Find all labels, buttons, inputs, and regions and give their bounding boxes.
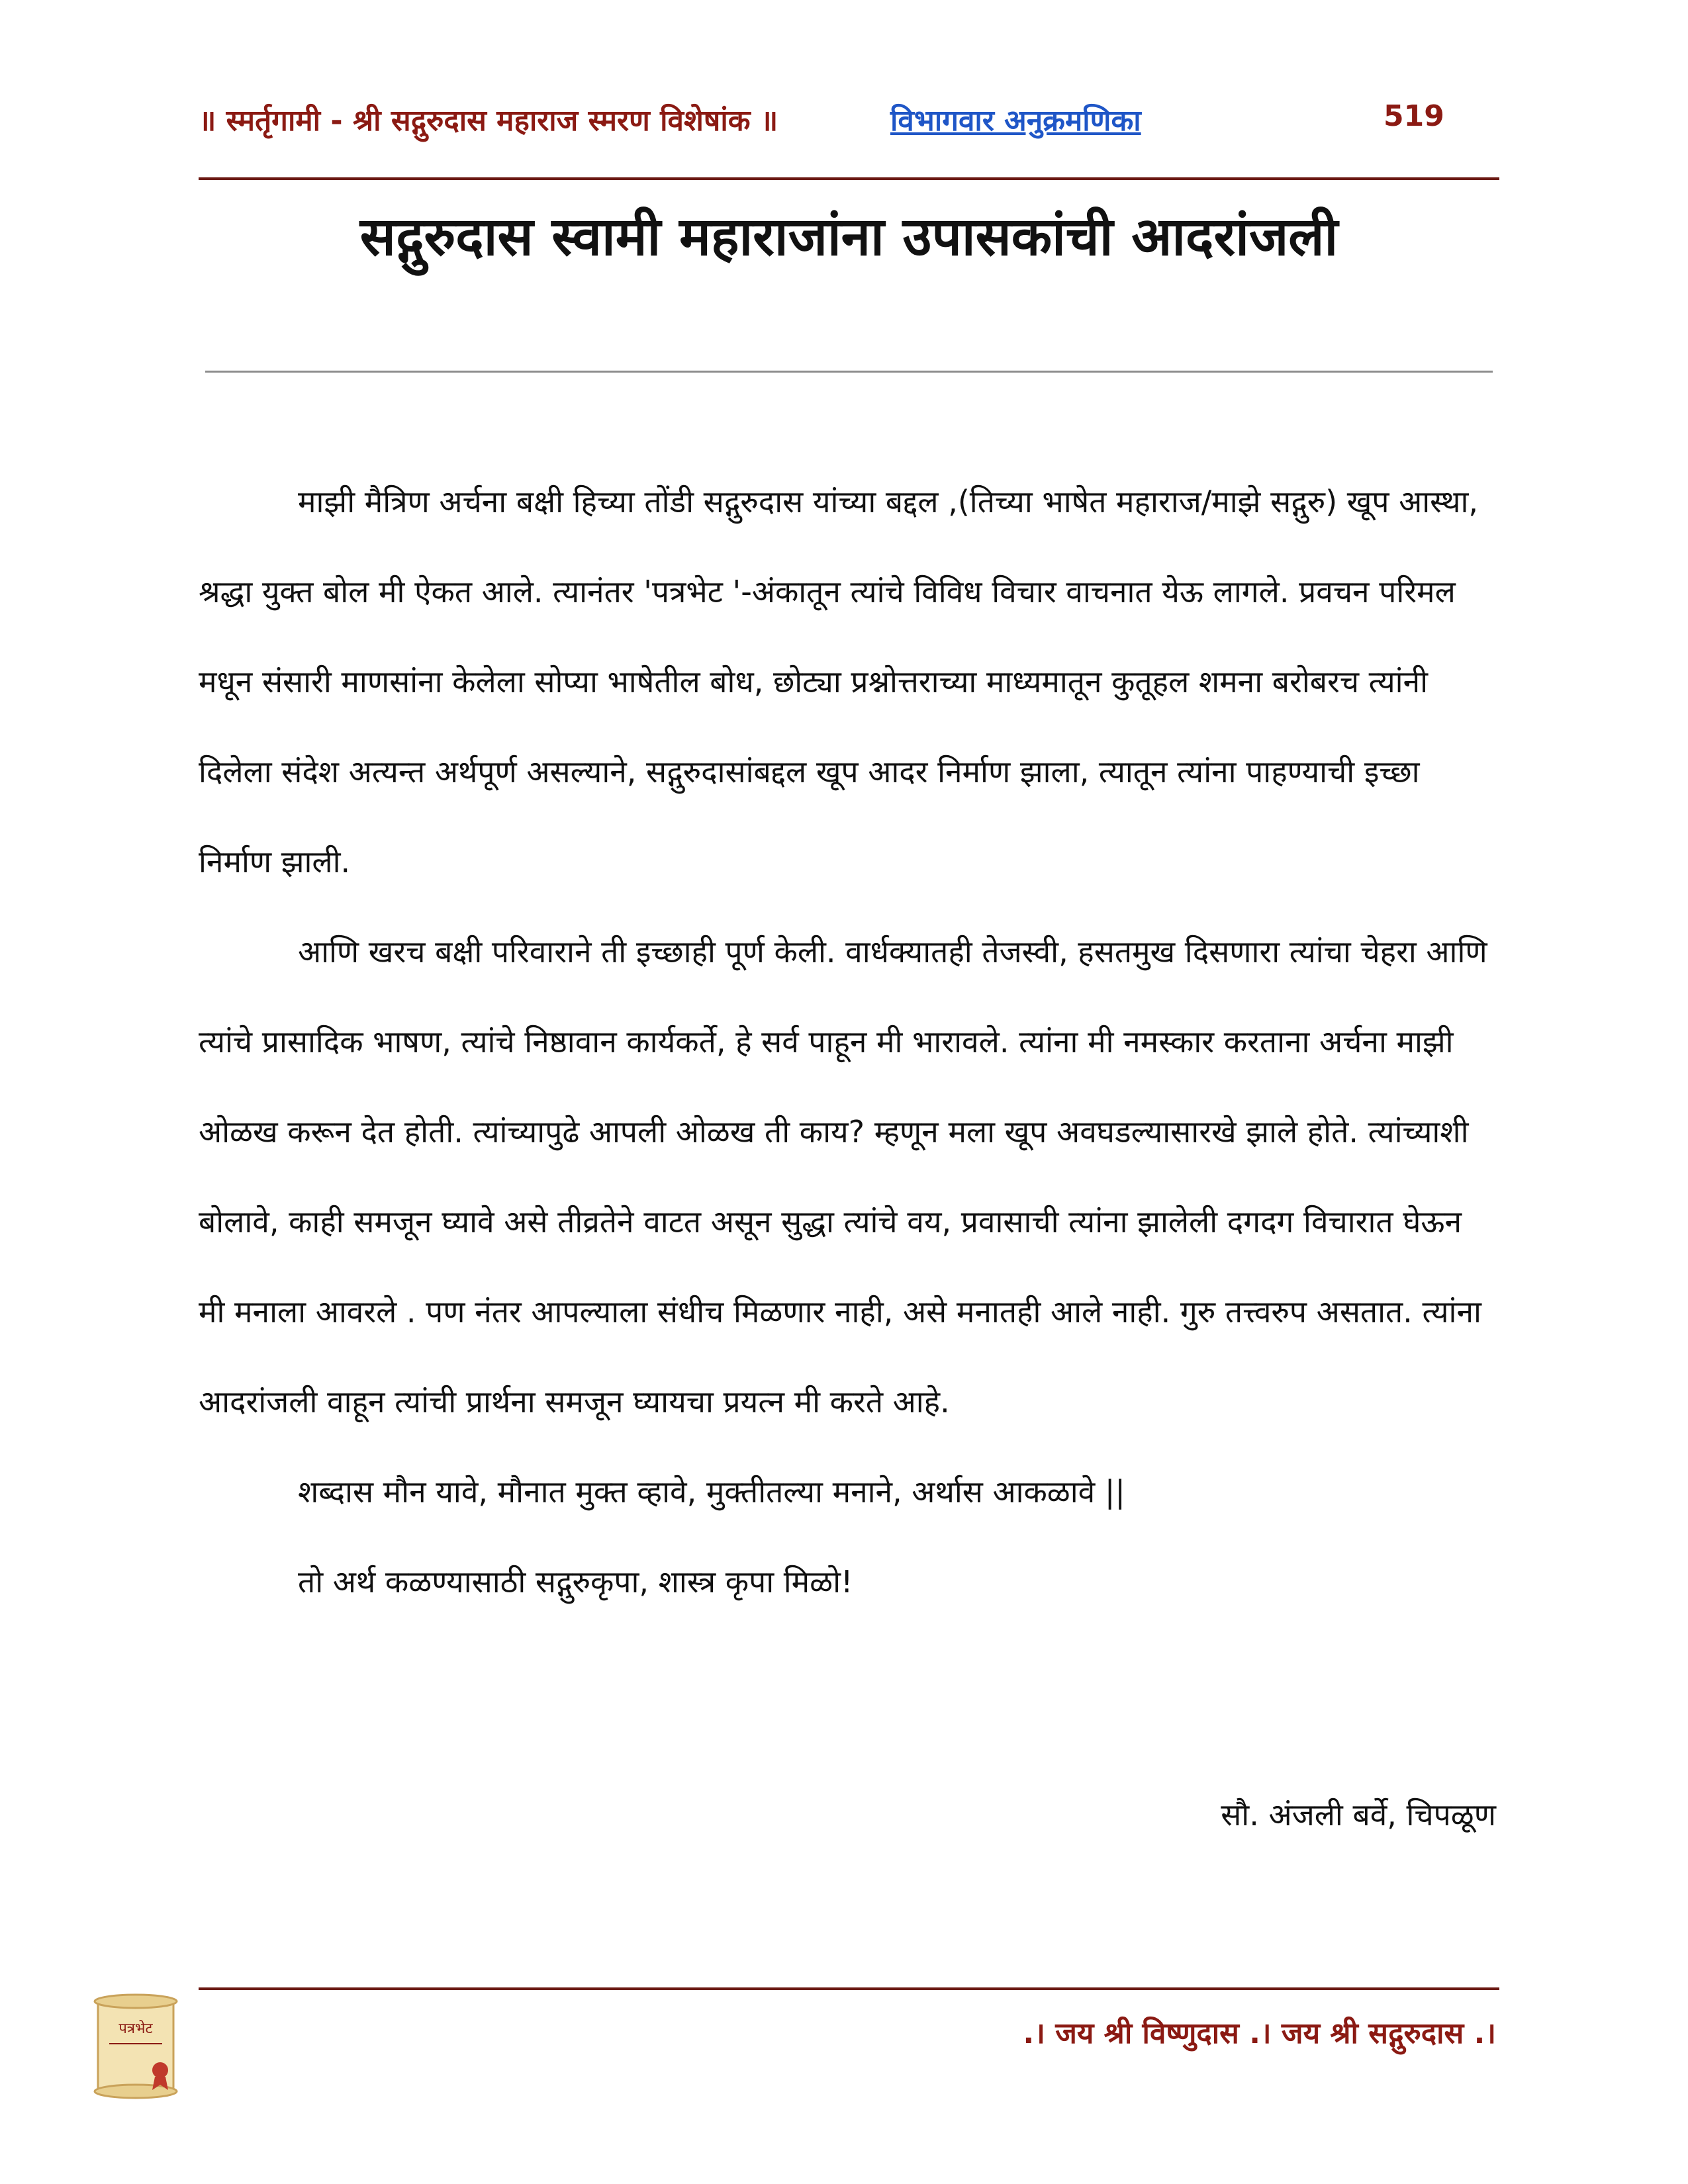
article-body: [199, 457, 1496, 1627]
article-title: सद्गुरुदास स्वामी महाराजांना उपासकांची आदरांजली: [359, 206, 1338, 267]
header-divider: [199, 177, 1499, 180]
logo-text: पत्रभेट: [118, 2021, 153, 2037]
footer-divider: [199, 1987, 1499, 1990]
section-index-link[interactable]: विभागवार अनुक्रमणिका: [890, 104, 1141, 138]
verse-line: शब्दास मौन यावे, मौनात मुक्त व्हावे, मुक्तीतल्या मनाने, अर्थास आकळावे ||: [298, 1474, 1125, 1510]
closing-line: तो अर्थ कळण्यासाठी सद्गुरुकृपा, शास्त्र कृपा मिळो!: [298, 1564, 853, 1600]
page-header: [199, 99, 1496, 152]
paragraph-1: माझी मैत्रिण अर्चना बक्षी हिच्या तोंडी सद्गुरुदास यांच्या बद्दल ,(तिच्या भाषेत महाराज/माझे सद्गुरु) खूप आस्था, श्रद्धा युक्त बोल मी ऐकत आले. त्यानंतर 'पत्रभेट '-अंकातून त्यांचे विविध विचार वाचनात येऊ लागले. प्रवचन परिमल मधून संसारी माणसांना केलेला सोप्या भाषेतील बोध, छोट्या प्रश्नोत्तराच्या माध्यमातून कुतूहल शमना बरोबरच त्यांनी दिलेला संदेश अत्यन्त अर्थपूर्ण असल्याने, सद्गुरुदासांबद्दल खूप आदर निर्माण झाला, त्यातून त्यांना पाहण्याची इच्छा निर्माण झाली.: [199, 484, 1479, 880]
author-signature: सौ. अंजली बर्वे, चिपळूण: [1221, 1797, 1496, 1833]
paragraph-2: आणि खरच बक्षी परिवाराने ती इच्छाही पूर्ण केली. वार्धक्यातही तेजस्वी, हसतमुख दिसणारा त्यांचा चेहरा आणि त्यांचे प्रासादिक भाषण, त्यांचे निष्ठावान कार्यकर्ते, हे सर्व पाहून मी भारावले. त्यांना मी नमस्कार करताना अर्चना माझी ओळख करून देत होती. त्यांच्यापुढे आपली ओळख ती काय? म्हणून मला खूप अवघडल्यासारखे झाले होते. त्यांच्याशी बोलावे, काही समजून घ्यावे असे तीव्रतेने वाटत असून सुद्धा त्यांचे वय, प्रवासाची त्यांना झालेली दगदग विचारात घेऊन मी मनाला आवरले . पण नंतर आपल्याला संधीच मिळणार नाही, असे मनातही आले नाही. गुरु तत्त्वरुप असतात. त्यांना आदरांजली वाहून त्यांची प्रार्थना समजून घ्यायचा प्रयत्न मी करते आहे.: [199, 934, 1487, 1420]
footer-invocation: .। जय श्री विष्णुदास .। जय श्री सद्गुरुदास .।: [1023, 2017, 1496, 2050]
title-divider: [205, 371, 1493, 373]
page-number: 519: [1383, 99, 1444, 133]
issue-title: ॥ स्मर्तृगामी - श्री सद्गुरुदास महाराज स्मरण विशेषांक ॥: [199, 104, 778, 138]
patrabhet-scroll-logo-icon: [86, 1992, 185, 2101]
